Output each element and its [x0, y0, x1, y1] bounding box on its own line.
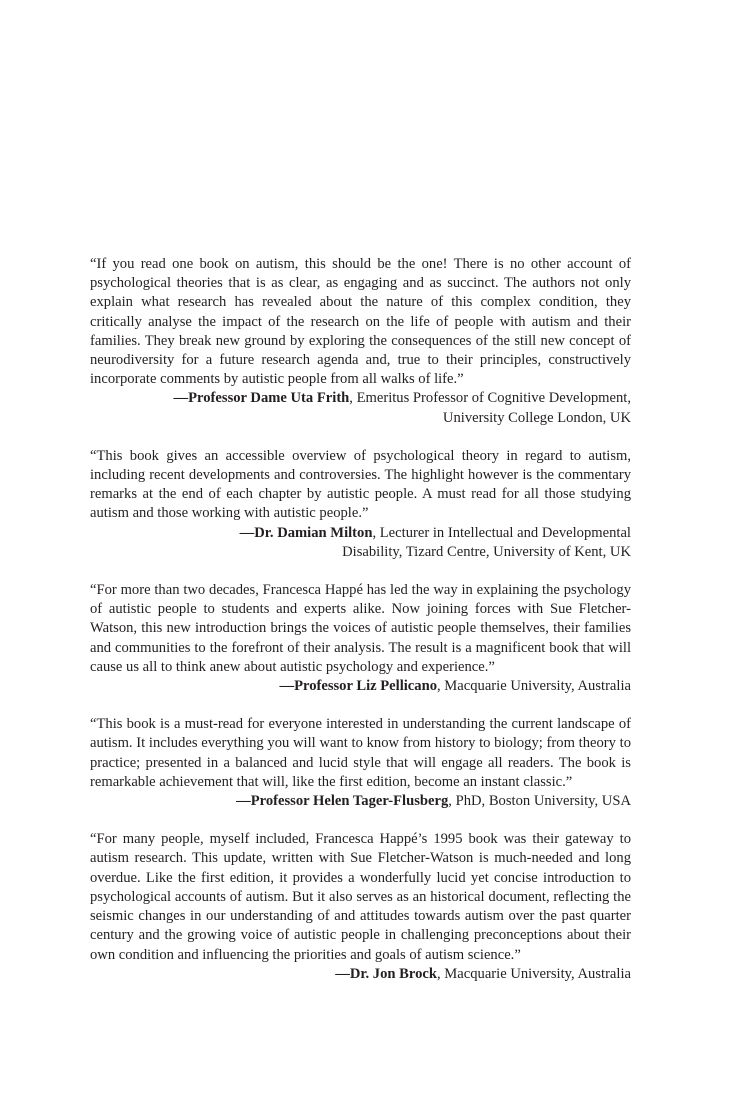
endorser-name: Dr. Damian Milton	[254, 524, 373, 541]
endorser-affiliation: , Macquarie University, Australia	[437, 965, 631, 982]
endorsement-milton	[90, 447, 631, 562]
endorsement-attribution	[90, 524, 631, 562]
endorsement-attribution	[90, 965, 631, 984]
attribution-dash: —	[239, 524, 255, 541]
endorser-affiliation-line2: University College London, UK	[442, 409, 631, 426]
endorsement-quote: “For more than two decades, Francesca Happé has led the way in explaining the psychology of autistic people to students and experts alike. Now joining forces with Sue Fletcher-Watson, this new introduction brings the voices of autistic people themselves, their families and communities to the forefront of their analysis. The result is a magnificent book that will cause us all to think anew about autistic psychology and experience.”	[90, 582, 631, 675]
endorser-affiliation: , Lecturer in Intellectual and Developmental	[372, 524, 631, 541]
attribution-dash: —	[173, 390, 189, 407]
endorser-affiliation-line2: Disability, Tizard Centre, University of Kent, UK	[342, 543, 631, 560]
endorser-name: Professor Liz Pellicano	[294, 678, 437, 695]
endorser-name: Professor Helen Tager-Flusberg	[250, 793, 449, 810]
endorsement-pellicano	[90, 581, 631, 696]
endorser-affiliation: , Macquarie University, Australia	[437, 678, 631, 695]
endorsement-quote: “If you read one book on autism, this should be the one! There is no other account of psychological theories that is as clear, as engaging and as succinct. The authors not only explain what research has revealed about the nature of this complex condition, they critically analyse the impact of the research on the life of people with autism and their families. They break new ground by exploring the consequences of the still new concept of neurodiversity for a future research agenda and, true to their principles, constructively incorporate comments by autistic people from all walks of life.”	[90, 256, 631, 388]
endorser-affiliation: , Emeritus Professor of Cognitive Development,	[349, 390, 631, 407]
attribution-dash: —	[335, 965, 350, 982]
endorser-affiliation: , PhD, Boston University, USA	[448, 793, 631, 810]
attribution-dash: —	[236, 793, 251, 810]
endorsement-attribution	[90, 389, 631, 427]
endorsement-brock	[90, 830, 631, 984]
endorsement-quote: “This book gives an accessible overview of psychological theory in regard to autism, including recent developments and controversies. The highlight however is the commentary remarks at the end of each chapter by autistic people. A must read for all those studying autism and those working with autistic people.”	[90, 447, 631, 522]
endorsement-frith	[90, 255, 631, 428]
endorser-name: Dr. Jon Brock	[349, 965, 437, 982]
endorsement-attribution	[90, 792, 631, 811]
endorsement-quote: “For many people, myself included, Francesca Happé’s 1995 book was their gateway to autism research. This update, written with Sue Fletcher-Watson is much-needed and long overdue. Like the first edition, it provides a wonderfully lucid yet concise introduction to psychological accounts of autism. But it also serves as an historical document, reflecting the seismic changes in our understanding of and attitudes towards autism over the past quarter century and the growing voice of autistic people in challenging preconceptions about their own condition and influencing the priorities and goals of autism science.”	[90, 831, 631, 963]
endorser-name: Professor Dame Uta Frith	[188, 390, 350, 407]
endorsement-tager-flusberg	[90, 715, 631, 811]
endorsement-attribution	[90, 677, 631, 696]
endorsements-page	[90, 255, 631, 1003]
attribution-dash: —	[279, 678, 295, 695]
endorsement-quote: “This book is a must-read for everyone interested in understanding the current landscape of autism. It includes everything you will want to know from history to biology; from theory to practice; presented in a balanced and lucid style that will engage all readers. The book is remarkable achievement that will, like the first edition, become an instant classic.”	[90, 716, 631, 790]
